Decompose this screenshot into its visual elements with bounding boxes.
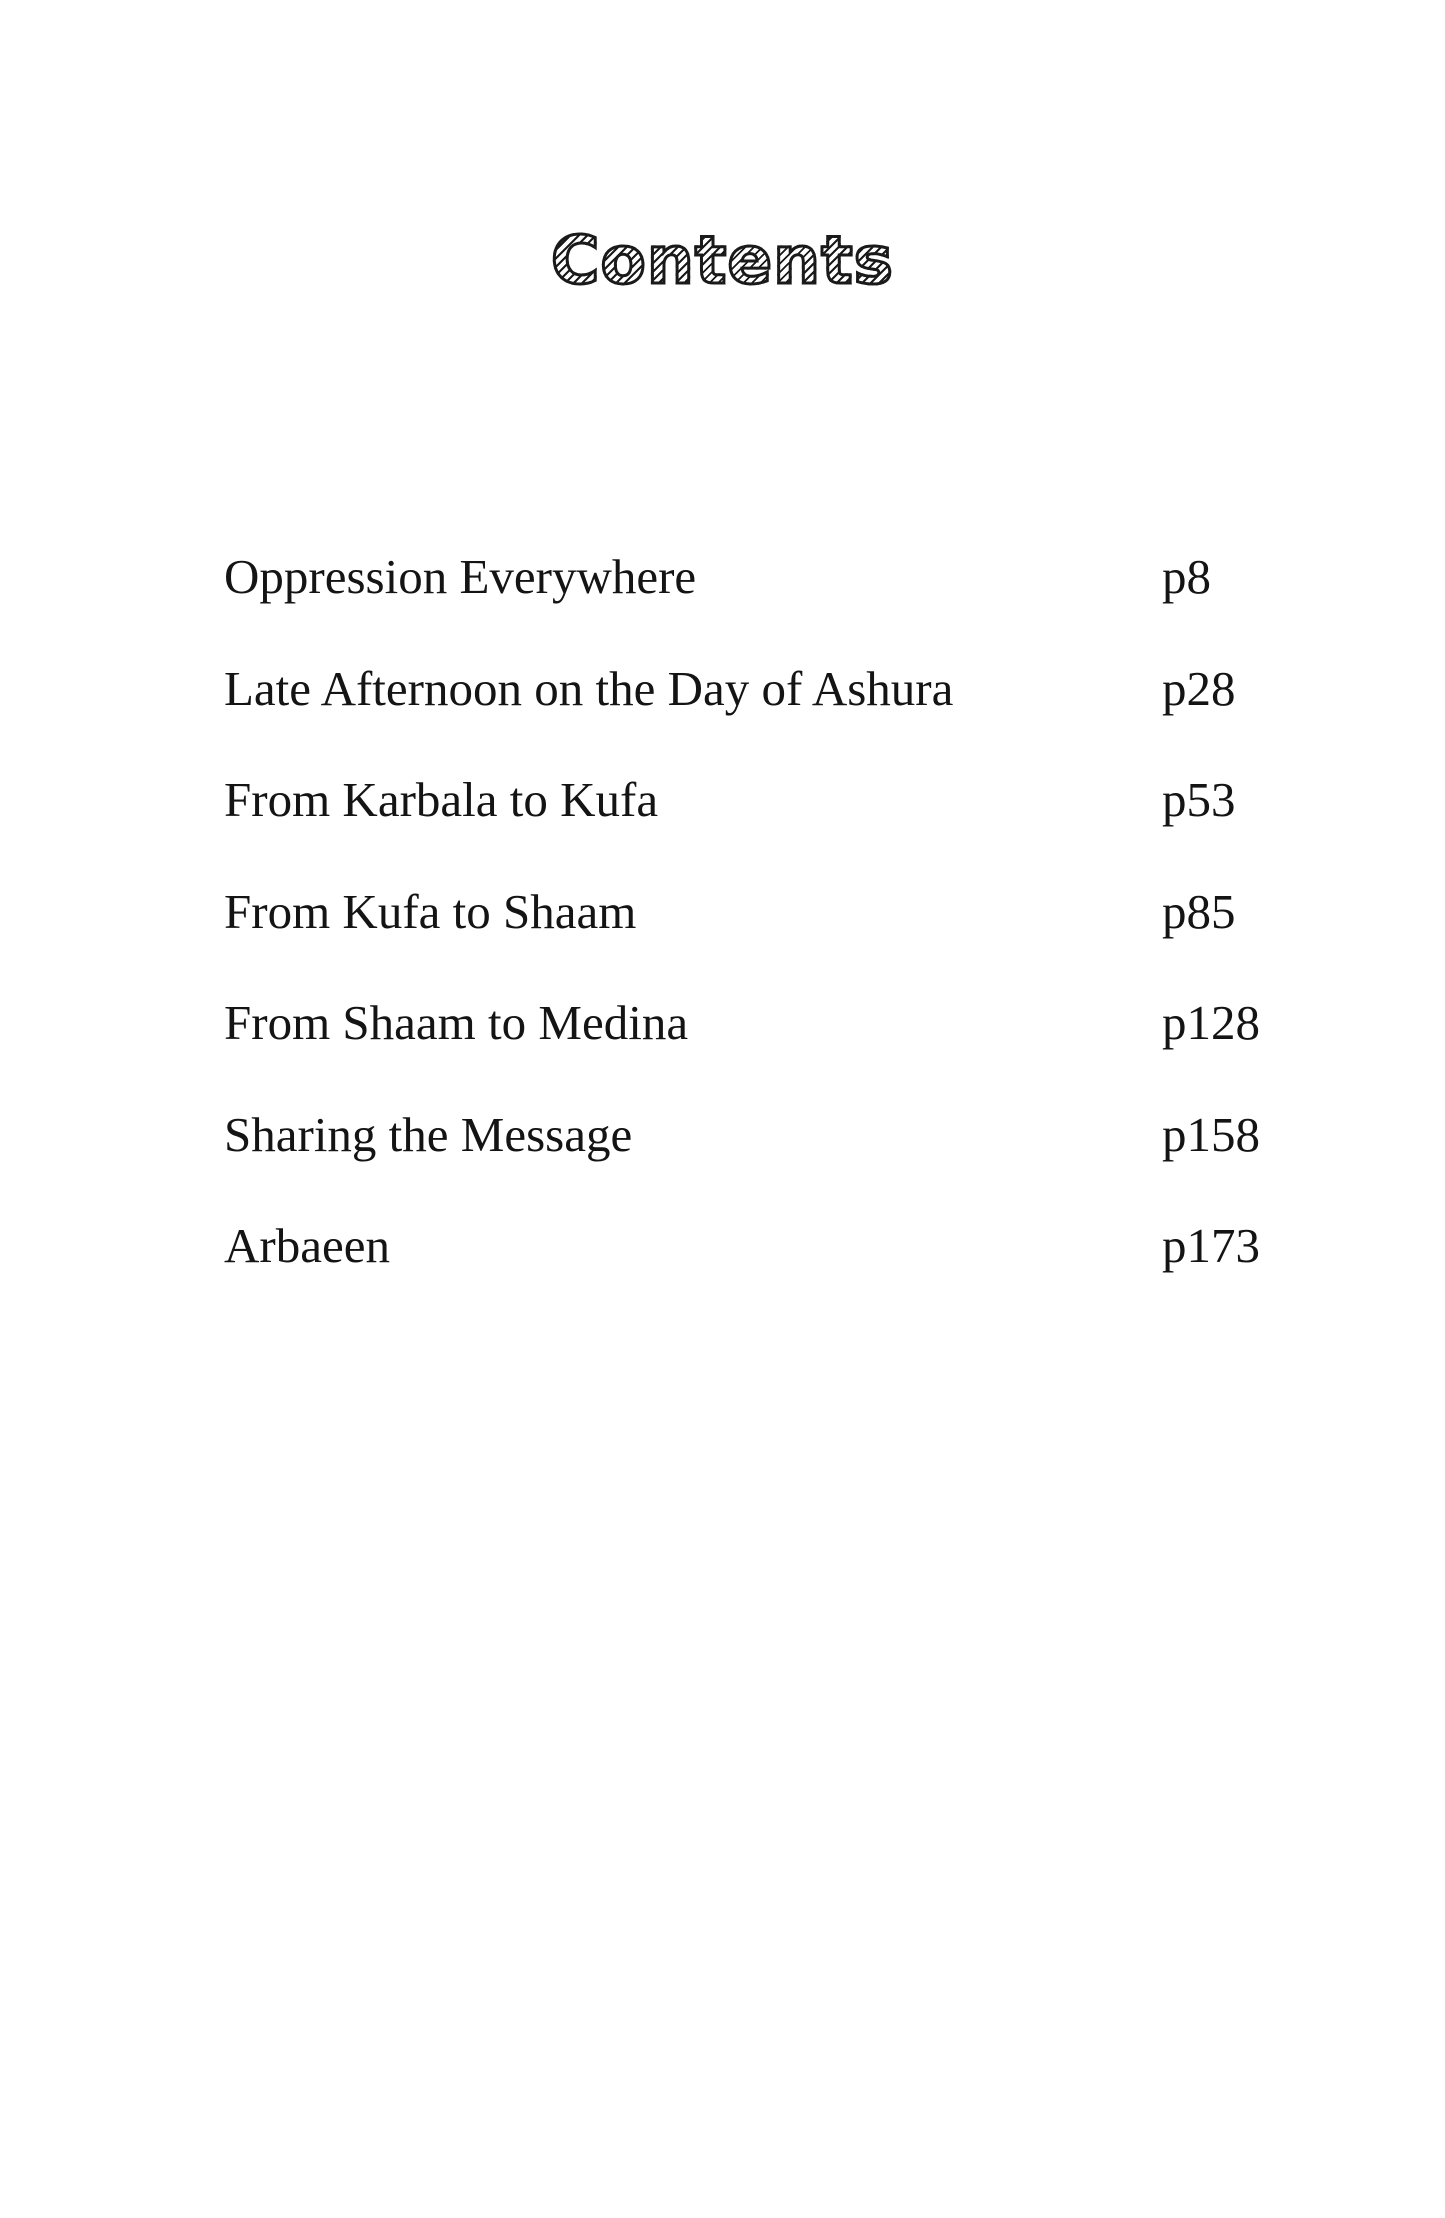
toc-entry-title: From Karbala to Kufa — [224, 772, 659, 827]
toc-entry[interactable] — [224, 545, 1284, 657]
page-title: Contents — [551, 222, 894, 299]
toc-entry-title: Sharing the Message — [224, 1106, 633, 1162]
toc-entry[interactable] — [224, 880, 1284, 992]
toc-entry[interactable] — [224, 1103, 1284, 1215]
toc-entry[interactable] — [224, 991, 1284, 1103]
heading-container — [0, 222, 1445, 299]
toc-entry-title: Oppression Everywhere — [224, 549, 697, 604]
toc-entry-title: From Kufa to Shaam — [224, 883, 637, 939]
toc-entry-page: p28 — [1162, 660, 1236, 716]
toc-entry-page: p128 — [1162, 995, 1260, 1050]
toc-entry[interactable] — [224, 657, 1284, 769]
toc-entry[interactable] — [224, 768, 1284, 880]
toc-entry-page: p85 — [1162, 883, 1236, 939]
toc-entry[interactable] — [224, 1214, 1284, 1326]
toc-entry-page: p158 — [1162, 1106, 1260, 1162]
toc-entry-title: Late Afternoon on the Day of Ashura — [224, 660, 954, 716]
table-of-contents — [224, 545, 1284, 1326]
toc-entry-page: p8 — [1162, 549, 1211, 604]
toc-entry-title: Arbaeen — [224, 1218, 390, 1273]
toc-entry-page: p173 — [1162, 1218, 1260, 1273]
toc-entry-title: From Shaam to Medina — [224, 995, 689, 1050]
toc-entry-page: p53 — [1162, 772, 1236, 827]
